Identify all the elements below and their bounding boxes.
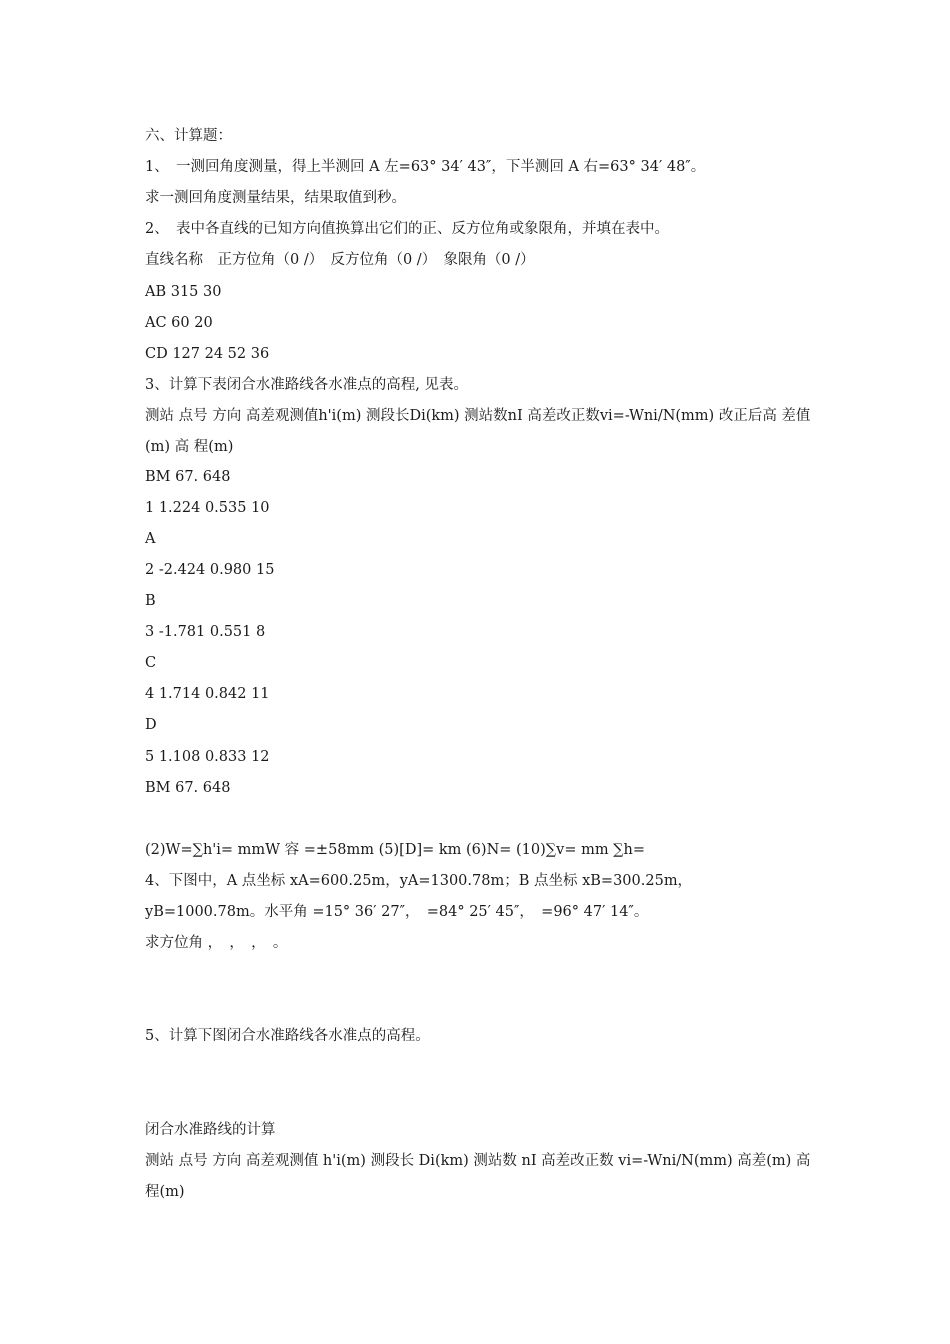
- problem-5-table-header: 测站 点号 方向 高差观测值 h'i(m) 测段长 Di(km) 测站数 nI 高差改正数 vi=-Wni/N(mm) 高差(m) 高 程(m): [145, 1153, 811, 1200]
- problem-3-row-1: 1 1.224 0.535 10: [145, 500, 270, 516]
- problem-3-row-2: 2 -2.424 0.980 15: [145, 562, 275, 578]
- section-heading: 六、计算题：: [145, 128, 232, 144]
- problem-5-statement: 5、计算下图闭合水准路线各水准点的高程。: [145, 1028, 430, 1044]
- problem-1-statement: 1、 一测回角度测量，得上半测回 A 左=63° 34′ 43″，下半测回 A 右=63° 34′ 48″。: [145, 159, 706, 175]
- problem-3-row-a: A: [145, 531, 156, 547]
- problem-3-row-3: 3 -1.781 0.551 8: [145, 624, 266, 640]
- problem-4-statement: 4、下图中，A 点坐标 xA=600.25m，yA=1300.78m；B 点坐标 xB=300.25m，: [145, 873, 693, 889]
- problem-4-statement-cont: yB=1000.78m。水平角 =15° 36′ 27″， =84° 25′ 45″， =96° 47′ 14″。: [145, 904, 649, 920]
- problem-4-question: 求方位角 ， ， ， 。: [145, 935, 288, 951]
- problem-3-table-header: 测站 点号 方向 高差观测值h'i(m) 测段长Di(km) 测站数nI 高差改正数vi=-Wni/N(mm) 改正后高 差值(m) 高 程(m): [145, 408, 811, 455]
- problem-3-statement: 3、计算下表闭合水准路线各水准点的高程, 见表。: [145, 377, 468, 393]
- problem-3-summary: (2)W=∑h'i= mmW 容 =±58mm (5)[D]= km (6)N= (10)∑v= mm ∑h=: [145, 842, 646, 858]
- problem-3-row-5: 5 1.108 0.833 12: [145, 749, 270, 765]
- problem-3-row-bm-end: BM 67. 648: [145, 780, 231, 796]
- problem-3-row-c: C: [145, 655, 157, 671]
- problem-2-table-header: 直线名称 正方位角（0 /） 反方位角（0 /） 象限角（0 /）: [145, 252, 535, 268]
- problem-3-row-b: B: [145, 593, 156, 609]
- problem-3-row-d: D: [145, 717, 157, 733]
- problem-1-question: 求一测回角度测量结果，结果取值到秒。: [145, 190, 406, 206]
- problem-2-row-ac: AC 60 20: [145, 315, 213, 331]
- problem-2-statement: 2、 表中各直线的已知方向值换算出它们的正、反方位角或象限角，并填在表中。: [145, 221, 669, 237]
- problem-2-row-ab: AB 315 30: [145, 284, 222, 300]
- problem-5-table-title: 闭合水准路线的计算: [145, 1122, 276, 1138]
- problem-3-row-bm-start: BM 67. 648: [145, 469, 231, 485]
- problem-2-row-cd: CD 127 24 52 36: [145, 346, 270, 362]
- problem-3-row-4: 4 1.714 0.842 11: [145, 686, 270, 702]
